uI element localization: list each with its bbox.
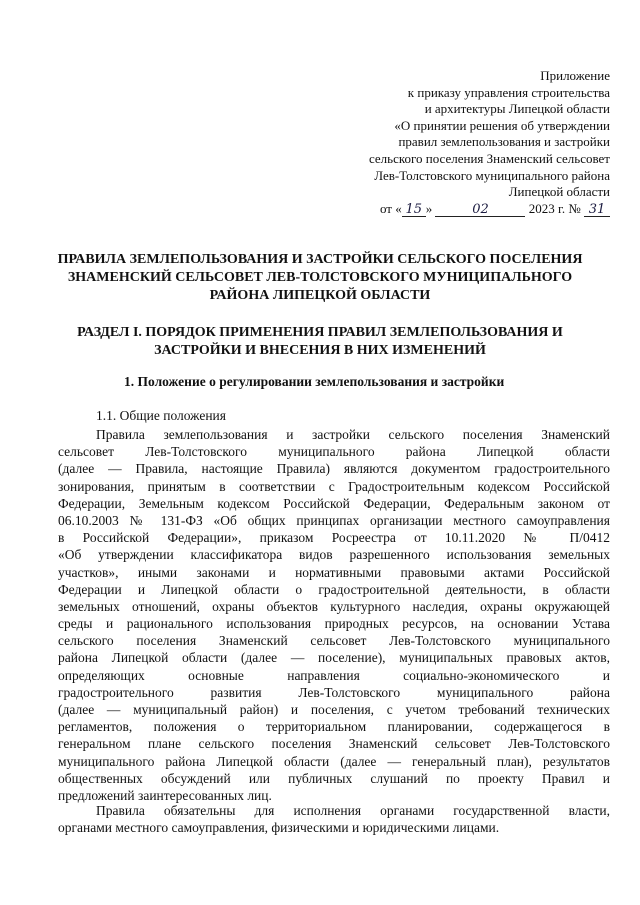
date-year: 2023 г. № xyxy=(528,200,581,216)
section-title: РАЗДЕЛ I. ПОРЯДОК ПРИМЕНЕНИЯ ПРАВИЛ ЗЕМЛЕПОЛЬЗОВАНИЯ И ЗАСТРОЙКИ И ВНЕСЕНИЯ В НИХ ИЗМЕНЕНИЙ xyxy=(77,325,563,358)
text-line: Правила обязательны для исполнения органами государственной власти, xyxy=(96,803,610,818)
text-line: муниципального района Липецкой области (далее — генеральный план), результатов xyxy=(58,753,610,769)
order-number-handwritten: 31 xyxy=(584,203,610,217)
appendix-header xyxy=(369,68,610,217)
text-line: (далее — муниципальный район) и поселения, с учетом требований технических xyxy=(58,702,610,717)
text-line: участков», иными законами и нормативными правовыми актами Российской xyxy=(58,564,610,580)
appendix-line: сельского поселения Знаменский сельсовет xyxy=(368,150,610,166)
text-line: Федерации, Земельным кодексом Российской Федерации, Федеральным законом от xyxy=(58,495,610,511)
text-line: земельных отношений, охраны объектов культурного наследия, охраны окружающей xyxy=(58,598,610,614)
text-line: генеральном плане сельского поселения Знаменский сельсовет Лев-Толстовского xyxy=(58,736,610,752)
text-line: «Об утверждении классификатора видов разрешенного использования земельных xyxy=(58,547,610,563)
text-line: градостроительного развития Лев-Толстовского муниципального района xyxy=(58,684,610,700)
appendix-line: Лев-Толстовского муниципального района xyxy=(374,167,610,183)
text-line: Правила землепользования и застройки сельского поселения Знаменский xyxy=(96,427,610,442)
text-line: в Российской Федерации», приказом Росреестра от 10.11.2020 № П/0412 xyxy=(58,530,610,546)
order-date-line xyxy=(369,201,610,218)
text-line: сельского поселения Знаменский сельсовет Лев-Толстовского муниципального xyxy=(58,633,610,649)
text-line: предложений заинтересованных лиц. xyxy=(58,787,272,803)
text-line: определяющих основные направления социально-экономического и xyxy=(58,667,610,683)
text-line: сельсовет Лев-Толстовского муниципального района Липецкой области xyxy=(58,444,610,460)
text-line: 06.10.2003 № 131-ФЗ «Об общих принципах организации местного самоуправления xyxy=(58,512,610,528)
appendix-line: «О принятии решения об утверждении xyxy=(394,117,610,133)
text-line: среды и рационального использования природных ресурсов, на основании Устава xyxy=(58,616,610,632)
appendix-line: Липецкой области xyxy=(508,184,610,200)
text-line: общественных обсуждений или публичных слушаний по проекту Правил и xyxy=(58,770,610,786)
date-day-handwritten: 15 xyxy=(402,203,426,217)
subsection-title: 1.1. Общие положения xyxy=(96,408,226,423)
chapter-title: 1. Положение о регулировании землепользования и застройки xyxy=(124,374,505,389)
appendix-line: к приказу управления строительства xyxy=(407,84,610,100)
appendix-line: правил землепользования и застройки xyxy=(398,134,610,150)
paragraph-general-provisions xyxy=(58,426,610,804)
text-line: (далее — Правила, настоящие Правила) являются документом градостроительного xyxy=(58,461,610,477)
date-month-handwritten: 02 xyxy=(435,203,525,217)
document-title: ПРАВИЛА ЗЕМЛЕПОЛЬЗОВАНИЯ И ЗАСТРОЙКИ СЕЛЬСКОГО ПОСЕЛЕНИЯ ЗНАМЕНСКИЙ СЕЛЬСОВЕТ ЛЕВ-ТОЛСТОВСКОГО МУНИЦИПАЛЬНОГО РАЙОНА ЛИПЕЦКОЙ ОБЛАСТИ xyxy=(57,252,583,303)
text-line: зонирования, принятым в соответствии с Градостроительным кодексом Российской xyxy=(58,478,610,494)
appendix-line: Приложение xyxy=(540,68,610,83)
date-close-quote: » xyxy=(425,200,433,216)
text-line: органами местного самоуправления, физическими и юридическими лицами. xyxy=(58,820,500,836)
date-prefix: от « xyxy=(379,200,402,216)
paragraph-obligation xyxy=(58,802,610,836)
appendix-line: и архитектуры Липецкой области xyxy=(424,101,610,117)
text-line: регламентов, положения о территориальном планировании, содержащегося в xyxy=(58,719,610,735)
text-line: района Липецкой области (далее — поселение), муниципальных правовых актов, xyxy=(58,650,610,666)
text-line: Федерации и Липецкой области о градостроительной деятельности, в области xyxy=(58,581,610,597)
